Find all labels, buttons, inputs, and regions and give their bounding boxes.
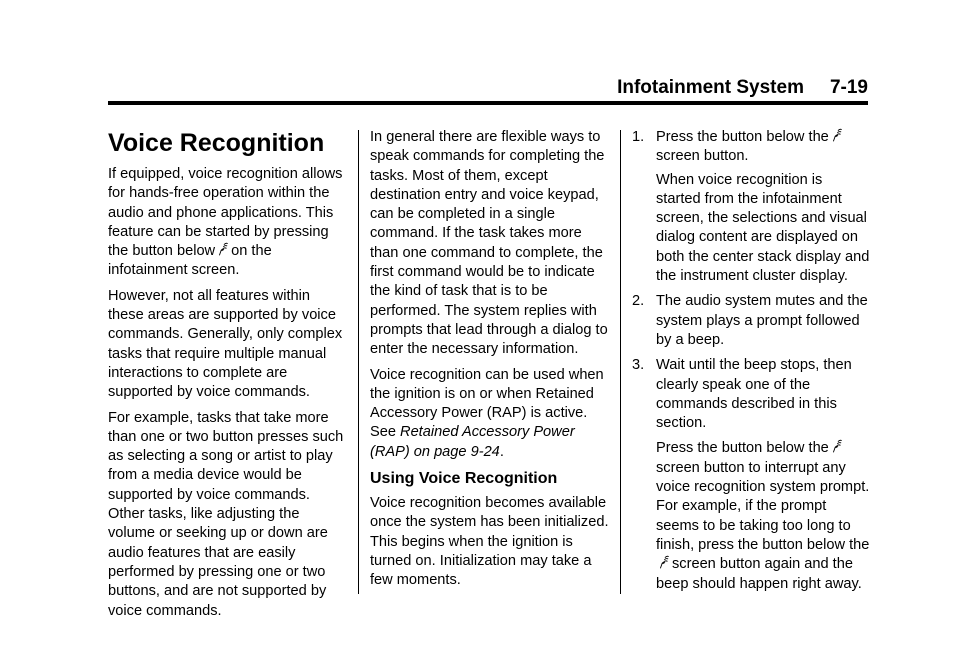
note-text-a: Press the button below the [656, 440, 829, 457]
flexible-commands-paragraph: In general there are flexible ways to speak commands for completing the tasks. Most of them, except destination entry and voice keypad, can be completed in a single command. If the task takes more than one command to complete, the first command would be to indicate the kind of task that is to be performed. The system replies with prompts that lead through a dialog to enter the necessary information. [370, 129, 608, 358]
note-text-b: screen button to interrupt any voice recognition system prompt. For example, if the prompt seems to be taking too long to finish, press the button below the [656, 459, 870, 553]
step-1-number: 1. [632, 129, 645, 145]
step-3-text: Wait until the beep stops, then clearly speak one of the commands described in this section. [656, 357, 852, 432]
ignition-text: Voice recognition can be used when the ignition is on or when Retained Accessory Power (RAP) is active. See [370, 366, 604, 441]
header-rule [108, 101, 868, 105]
note-text-c: screen button again and the beep should happen right away. [656, 556, 862, 592]
example-paragraph: For example, tasks that take more than one or two button presses such as selecting a song or artist to play from a media device would be supported by voice commands. Other tasks, like adjusting the volume or seeking up or down are audio features that are easily performed by pressing one or two buttons, and are not supported by voice commands. [108, 409, 344, 619]
column-divider-1 [358, 130, 359, 594]
section-heading: Voice Recognition [108, 129, 325, 157]
initialization-paragraph: Voice recognition becomes available once the system has been initialized. This begins when the ignition is turned on. Initialization may take a few moments. [370, 495, 609, 589]
header-section-title: Infotainment System [617, 77, 804, 98]
intro-paragraph [108, 165, 348, 281]
voice-recognition-icon [832, 439, 842, 453]
step-3-note [656, 439, 870, 593]
column-3 [632, 128, 870, 600]
column-1 [108, 128, 348, 627]
step-1 [632, 128, 870, 286]
header-text [617, 76, 868, 100]
steps-list [632, 128, 870, 594]
step-2-text: The audio system mutes and the system plays a prompt followed by a beep. [656, 293, 868, 348]
voice-recognition-icon [218, 242, 228, 256]
step-1-text-a: Press the button below the [656, 129, 829, 145]
ignition-text-end: . [499, 443, 504, 460]
step-1-detail: When voice recognition is started from the infotainment screen, the selections and visual dialog content are displayed on both the center stack display and the instrument cluster display. [656, 171, 870, 285]
intro-text-a: If equipped, voice recognition allows for hands-free operation within the audio and phone applications. This feature can be started by pressing the button below [108, 166, 343, 260]
step-3 [632, 356, 870, 594]
step-2 [632, 292, 870, 350]
voice-recognition-icon [832, 128, 842, 142]
step-1-text-b: screen button. [656, 148, 749, 165]
page-header [0, 76, 868, 104]
voice-recognition-icon [659, 555, 669, 569]
column-divider-2 [620, 130, 621, 594]
step-3-number: 3. [632, 357, 645, 374]
rap-cross-reference: Retained Accessory Power (RAP) on page 9-24 [370, 424, 575, 460]
subsection-heading: Using Voice Recognition [370, 470, 558, 488]
column-2 [370, 128, 610, 597]
step-2-number: 2. [632, 293, 645, 310]
limitations-paragraph: However, not all features within these areas are supported by voice commands. Generally, only complex tasks that require multiple manual interactions to complete are supported by voice commands. [108, 287, 343, 401]
ignition-paragraph [370, 366, 610, 462]
header-page-number: 7-19 [829, 77, 868, 98]
intro-text-b: on the infotainment screen. [108, 243, 272, 279]
